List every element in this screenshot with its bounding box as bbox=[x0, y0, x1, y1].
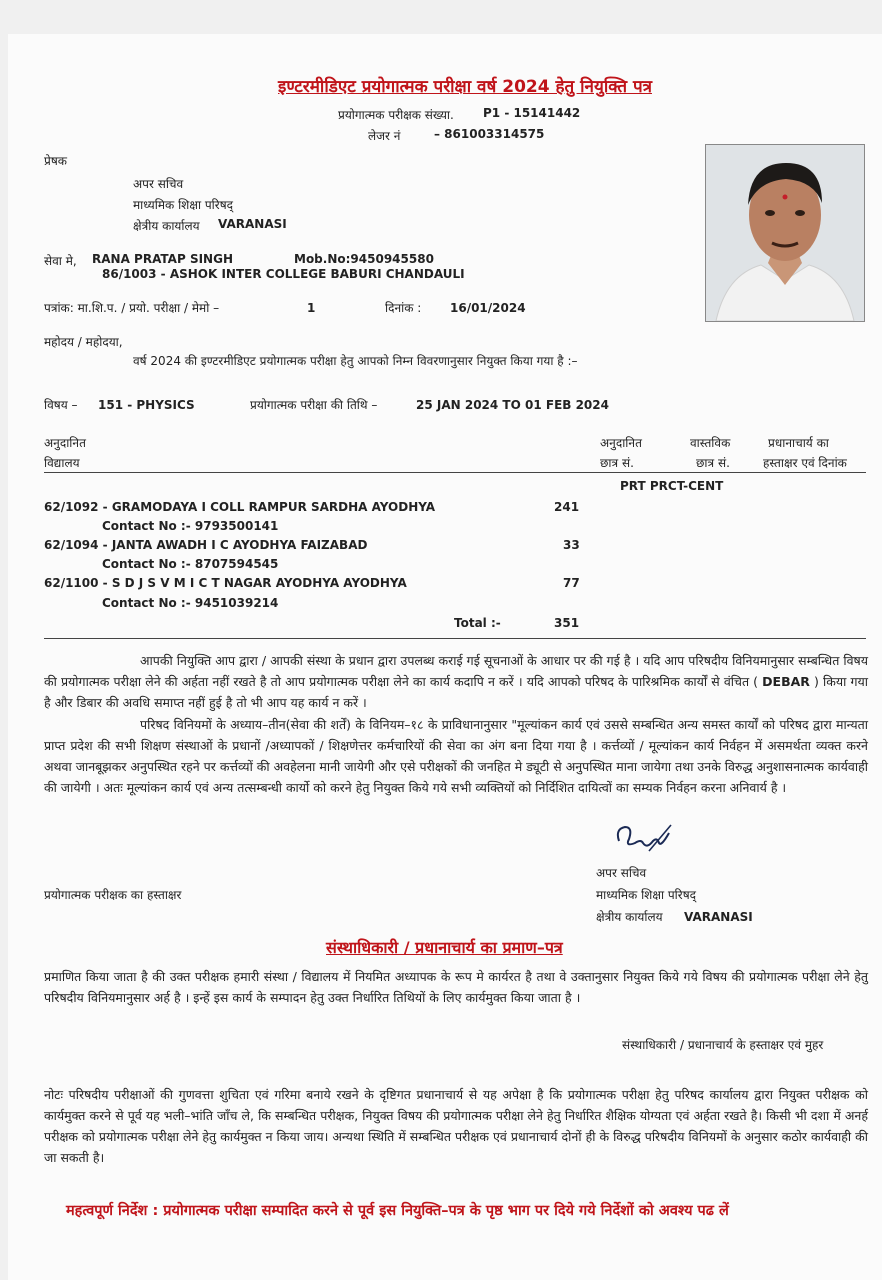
signatory-line1: अपर सचिव bbox=[596, 866, 647, 880]
subject-label: विषय – bbox=[44, 398, 78, 412]
letter-title: इण्टरमीडिएट प्रयोगात्मक परीक्षा वर्ष 2024 हेतु नियुक्ति पत्र bbox=[278, 77, 652, 97]
total-label: Total :- bbox=[454, 616, 501, 630]
principal-sign-label: संस्थाधिकारी / प्रधानाचार्य के हस्ताक्षर एवं मुहर bbox=[622, 1038, 824, 1052]
recipient-label: सेवा मे, bbox=[44, 254, 77, 268]
table-header-divider bbox=[44, 472, 866, 473]
col-actual-line2: छात्र सं. bbox=[696, 456, 730, 470]
sender-office-value: VARANASI bbox=[218, 217, 287, 231]
certificate-text: प्रमाणित किया जाता है की उक्त परीक्षक हमारी संस्था / विद्यालय में नियमित अध्यापक के रूप मे कार्यरत है तथा वे उक्तानुसार नियुक्त किये गये विषय की प्रयोगात्मक परीक्षा लेने हेतु परिषदीय विनियमानुसार अर्ह है । इन्हें इस कार्य के सम्पादन हेतु उक्त निर्धारित तिथियों के लिए कार्यमुक्त किया जाता है । bbox=[44, 969, 868, 1005]
ledger-no: – 861003314575 bbox=[434, 127, 545, 141]
intro-text: वर्ष 2024 की इण्टरमीडिएट प्रयोगात्मक परीक्षा हेतु आपको निम्न विवरणानुसार नियुक्त किया गया है :– bbox=[133, 354, 578, 368]
important-instruction: महत्वपूर्ण निर्देश : प्रयोगात्मक परीक्षा सम्पादित करने से पूर्व इस नियुक्ति–पत्र के पृष्ठ भाग पर दिये गये निर्देशों को अवश्य पढ लें bbox=[66, 1203, 729, 1219]
table-row-contact: Contact No :- 8707594545 bbox=[102, 557, 279, 571]
table-row-students: 33 bbox=[563, 538, 580, 552]
exam-date-label: प्रयोगात्मक परीक्षा की तिथि – bbox=[250, 398, 378, 412]
letter-date: 16/01/2024 bbox=[450, 301, 526, 315]
col-school-line2: विद्यालय bbox=[44, 456, 80, 470]
sender-line1: अपर सचिव bbox=[133, 177, 184, 191]
salutation: महोदय / महोदया, bbox=[44, 335, 123, 349]
table-row-school: 62/1100 - S D J S V M I C T NAGAR AYODHYA AYODHYA bbox=[44, 576, 407, 590]
sender-office-label: क्षेत्रीय कार्यालय bbox=[133, 219, 200, 233]
signatory-line2: माध्यमिक शिक्षा परिषद् bbox=[596, 888, 697, 902]
table-row-students: 77 bbox=[563, 576, 580, 590]
table-row-school: 62/1094 - JANTA AWADH I C AYODHYA FAIZABAD bbox=[44, 538, 368, 552]
examiner-photo bbox=[705, 144, 865, 322]
exam-date: 25 JAN 2024 TO 01 FEB 2024 bbox=[416, 398, 609, 412]
paragraph-eligibility bbox=[44, 650, 868, 713]
sender-label: प्रेषक bbox=[44, 154, 67, 168]
sub-header: PRT PRCT-CENT bbox=[620, 479, 724, 493]
sender-line2: माध्यमिक शिक्षा परिषद् bbox=[133, 198, 234, 212]
total-value: 351 bbox=[554, 616, 580, 630]
subject-value: 151 - PHYSICS bbox=[98, 398, 195, 412]
reference-label: पत्रांक: मा.शि.प. / प्रयो. परीक्षा / मेमो – bbox=[44, 301, 220, 315]
recipient-mobile: Mob.No:9450945580 bbox=[294, 252, 434, 266]
signatory-office-label: क्षेत्रीय कार्यालय bbox=[596, 910, 663, 924]
table-row-contact: Contact No :- 9793500141 bbox=[102, 519, 279, 533]
reference-no: 1 bbox=[307, 301, 316, 315]
table-footer-divider bbox=[44, 638, 866, 639]
recipient-name: RANA PRATAP SINGH bbox=[92, 252, 233, 266]
paragraph-eligibility-text: आपकी नियुक्ति आप द्वारा / आपकी संस्था के प्रधान द्वारा उपलब्ध कराई गई सूचनाओं के आधार पर की गई है । यदि आप परिषदीय विनियमानुसार सम्बन्धित विषय की प्रयोगात्मक परीक्षा लेने की अर्हता नहीं रखते है तो आप प्रयोगात्मक परीक्षा लेने का कार्य कदापि न करें । यदि आपको परिषद के पारिश्रमिक कार्यों से वंचित ( bbox=[44, 653, 868, 689]
paragraph-regulations: परिषद विनियमों के अध्याय–तीन(सेवा की शर्तें) के विनियम–१८ के प्राविधानानुसार "मूल्यांकन कार्य एवं उससे सम्बन्धित अन्य समस्त कार्यों को परिषद द्वारा मान्यता प्राप्त प्रदेश की सभी शिक्षण संस्थाओं के प्रधानों /अध्यापकों / शिक्षणेत्तर कर्मचारियों की सेवा का अंग बना दिया गया है । कर्त्तव्यों / मूल्यांकन कार्य निर्वहन में असमर्थता व्यक्त करने अथवा जानबूझकर अनुपस्थित रहने पर कर्त्तव्यों की अवहेलना मानी जायेगी और एसे परीक्षकों की जनहित मे ड्यूटी से अनुपस्थित माना जायेगा तथा उनके विरुद्ध अनुशासनात्मक कार्यवाही की जायेगी । अतः मूल्यांकन कार्य एवं अन्य तत्सम्बन्धी कार्यो को करने हेतु नियुक्त किये गये सभी व्यक्तियों को निर्दिशित दायित्वों का सम्यक निर्वहन करना अनिवार्य है । bbox=[44, 717, 868, 795]
table-row-school: 62/1092 - GRAMODAYA I COLL RAMPUR SARDHA AYODHYA bbox=[44, 500, 436, 514]
debar-text: DEBAR bbox=[762, 674, 810, 689]
examiner-no-label: प्रयोगात्मक परीक्षक संख्या. bbox=[338, 108, 454, 122]
paragraph-eligibility-text-end: ) किया गया है और डिबार की अवधि समाप्त नहीं हुई है तो भी आप यह कार्य न करें । bbox=[44, 674, 868, 710]
table-row-contact: Contact No :- 9451039214 bbox=[102, 596, 279, 610]
note-text: नोटः परिषदीय परीक्षाओं की गुणवत्ता शुचिता एवं गरिमा बनाये रखने के दृष्टिगत प्रधानाचार्य से यह अपेक्षा है कि प्रयोगात्मक परीक्षा हेतु परिषद कार्यालय द्वारा नियुक्त परीक्षक को कार्यमुक्त करने से पूर्व यह भली–भांति जाँच ले, कि सम्बन्धित परीक्षक, नियुक्त विषय की प्रयोगात्मक परीक्षा लेने हेतु निर्धारित शैक्षिक योग्यता एवं अर्हता रखते है। किसी भी दशा में अनर्ह परीक्षक को प्रयोगात्मक परीक्षा लेने हेतु कार्यमुक्त न किया जाय। अन्यथा स्थिति में सम्बन्धित परीक्षक एवं प्रधानाचार्य दोनों ही के विरुद्ध परिषदीय विनियमों के अनुसार कठोर कार्यवाही की जा सकती है। bbox=[44, 1087, 868, 1165]
person-photo-icon bbox=[706, 145, 864, 321]
ledger-label: लेजर नं bbox=[368, 129, 401, 143]
appointment-letter bbox=[8, 34, 882, 1280]
examiner-no: P1 - 15141442 bbox=[483, 106, 581, 120]
examiner-sign-label: प्रयोगात्मक परीक्षक का हस्ताक्षर bbox=[44, 888, 182, 902]
recipient-address: 86/1003 - ASHOK INTER COLLEGE BABURI CHANDAULI bbox=[102, 267, 465, 281]
col-school-line1: अनुदानित bbox=[44, 436, 86, 450]
signatory-office-value: VARANASI bbox=[684, 910, 753, 924]
col-aided-line1: अनुदानित bbox=[600, 436, 642, 450]
table-row-students: 241 bbox=[554, 500, 580, 514]
col-actual-line1: वास्तविक bbox=[690, 436, 731, 450]
col-principal-line1: प्रधानाचार्य का bbox=[768, 436, 829, 450]
date-label: दिनांक : bbox=[385, 301, 422, 315]
signature-icon bbox=[613, 819, 675, 855]
certificate-title: संस्थाधिकारी / प्रधानाचार्य का प्रमाण–पत्र bbox=[326, 938, 563, 957]
col-aided-line2: छात्र सं. bbox=[600, 456, 634, 470]
col-principal-line2: हस्ताक्षर एवं दिनांक bbox=[763, 456, 847, 470]
